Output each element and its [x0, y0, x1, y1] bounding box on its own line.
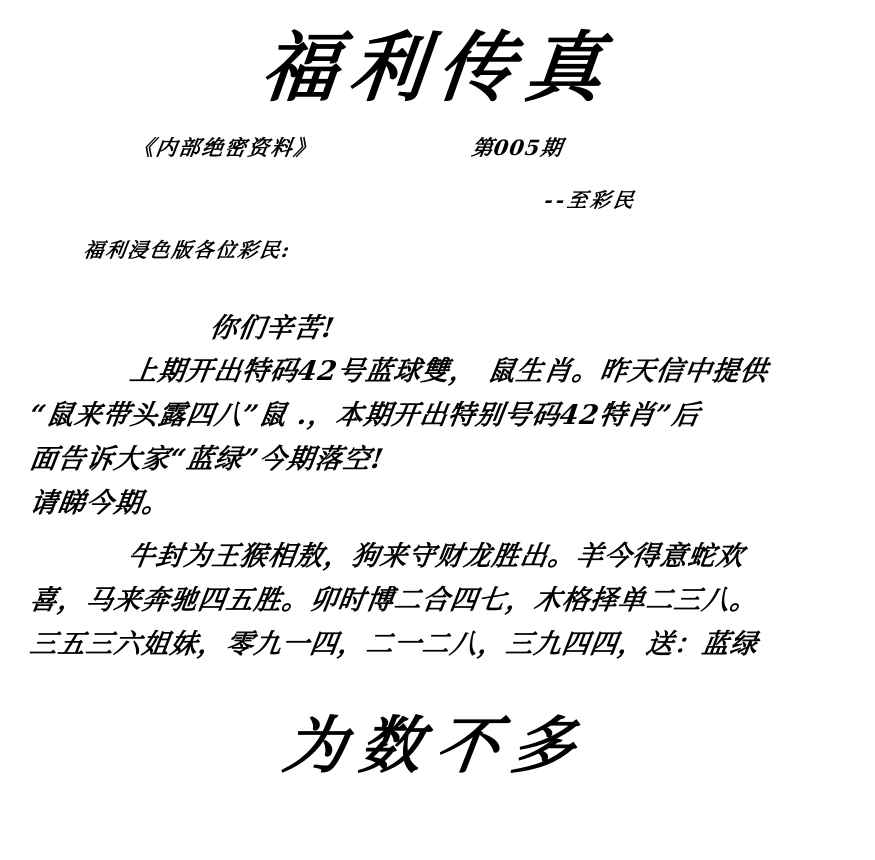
addressee-label: --至彩民	[543, 187, 639, 212]
body-line: 请睇今期。	[27, 487, 173, 519]
body-line: 三五三六姐妹，零九一四，二一二八，三九四四，送：蓝绿	[27, 628, 761, 660]
subheader-row	[0, 132, 875, 172]
body-line: 面告诉大家“蓝绿”今期落空!	[27, 443, 387, 475]
page-title: 福利传真	[256, 23, 619, 112]
body-line: 喜，马来奔驰四五胜。卯时博二合四七，木格择单二三八。	[27, 585, 761, 616]
secret-label: 《内部绝密资料》	[131, 134, 319, 160]
greeting-line: 你们辛苦!	[207, 312, 338, 344]
body-line: 牛封为王猴相敖，狗来守财龙胜出。羊今得意蛇欢	[125, 541, 747, 573]
body-line: “鼠来带头露四八”鼠 .，本期开出特别号码42特肖”后	[27, 400, 703, 432]
body-block	[0, 289, 875, 667]
addressee-row	[0, 184, 875, 218]
masthead	[0, 0, 875, 110]
body-line: 上期开出特码42号蓝球雙， 鼠生肖。昨天信中提供	[127, 356, 771, 388]
salutation: 福利浸色版各位彩民:	[82, 237, 293, 262]
issue-number: 第005期	[470, 134, 565, 160]
footer	[0, 696, 875, 785]
footer-slogan: 为数不多	[279, 709, 594, 783]
